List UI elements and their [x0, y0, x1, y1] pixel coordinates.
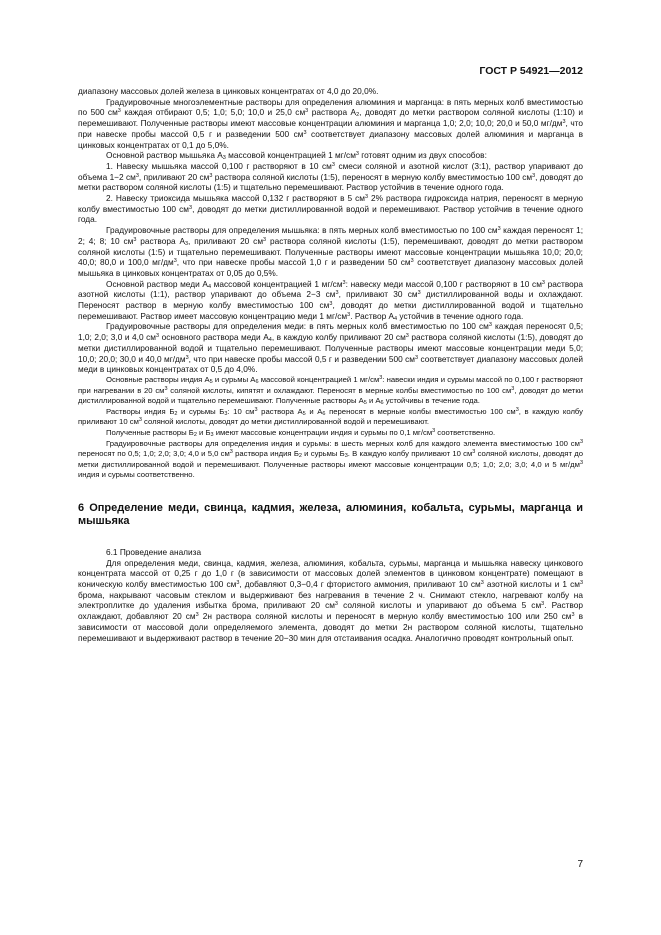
paragraph: Градуировочные многоэлементные растворы для определения алюминия и марганца: в пять мерных колб вместимостью по 500 $см^3$ каждая отбирают 0,5; 1,0; 5,0; 10,0 и 25,0 $см^3$ раствора $А_2$, доводят до метки раствором соляной кислоты (1:10) и перемешивают. Полученные растворы имеют массовые концентрации алюминия и марганца 1,0; 2,0; 10,0; 20,0 и 50,0 $мг/дм^3$, что при навеске пробы массой 0,5 г и разведении 500 $см^3$ соответствует диапазону массовых долей алюминия и марганца в цинковых концентратах от 0,1 до 5,0%.: [78, 96, 584, 150]
paragraph: Основной раствор мышьяка $А_3$ массовой концентрацией 1 $мг/см^3$ готовят одним из двух способов:: [106, 150, 487, 162]
page-content: [78, 86, 583, 643]
subsection-heading: 6.1 Проведение анализа: [106, 546, 202, 557]
paragraph: Основной раствор меди $А_4$ массовой концентрацией 1 $мг/см^3$: навеску меди массой 0,100 г растворяют в 10 $см^3$ раствора азотной кислоты (1:1), раствор упаривают до объема 2−3 $см^3$, приливают 30 $см^3$ дистиллированной воды и охлаждают. Переносят раствор в мерную колбу вместимостью 100 $см^3$, доводят до метки дистиллированной водой и тщательно перемешивают. Раствор имеет массовую концентрацию меди 1 $мг/см^3$. Раствор $А_4$ устойчив в течение одного года.: [78, 278, 583, 322]
section-title: 6 Определение меди, свинца, кадмия, железа, алюминия, кобальта, сурьмы, марганца и мышьяка: [78, 501, 583, 528]
paragraph: Растворы индия $Б_2$ и сурьмы $Б_3$: 10 $см^3$ раствора $А_5$ и $А_6$ переносят в мерные колбы вместимостью 100 $см^3$, в каждую колбу приливают 10 $см^3$ соляной кислоты, доводят до метки дистиллированной водой и перемешивают.: [78, 406, 584, 427]
section-paragraph: Для определения меди, свинца, кадмия, железа, алюминия, кобальта, сурьмы, марганца и мышьяка навеску цинкового концентрата массой от 0,25 г до 1,0 г (в зависимости от массовых долей элементов в цинковом концентрате) помещают в коническую колбу вместимостью 100 $см^3$, добавляют 0,3−0,4 г фтористого аммония, приливают 10 $см^3$ азотной кислоты и 1 $см^3$ брома, накрывают часовым стеклом и выдерживают без нагревания в течение 2 ч. Снимают стекло, нагревают колбу на электроплитке до удаления избытка брома, приливают 20 $см^3$ соляной кислоты и упаривают до объема 5 $см^3$. Раствор охлаждают, добавляют 20 $см^3$ 2н раствора соляной кислоты и переносят в мерную колбу вместимостью 100 или 250 $см^3$ в зависимости от массовой доли определяемого элемента, доводят до метки 2н раствором соляной кислоты, тщательно перемешивают и выдерживают раствор в течение 20−30 мин для отстаивания осадка. Аналогично проводят контрольный опыт.: [78, 557, 583, 643]
paragraph: Градуировочные растворы для определения индия и сурьмы: в шесть мерных колб для каждого элемента вместимостью 100 $см^3$ переносят по 0,5; 1,0; 2,0; 3,0; 4,0 и 5,0 $см^3$ раствора индия $Б_2$ и сурьмы $Б_3$. В каждую колбу приливают 10 $см^3$ соляной кислоты, доводят до метки дистиллированной водой и перемешивают. Полученные растворы имеют массовые концентрации 0,5; 1,0; 2,0; 3,0; 4,0 и 5 $мг/дм^3$ индия и сурьмы соответственно.: [78, 438, 583, 480]
paragraph: Градуировочные растворы для определения меди: в пять мерных колб вместимостью по 100 $см^3$ каждая переносят 0,5; 1,0; 2,0; 3,0 и 4,0 $см^3$ основного раствора меди $А_4$, в каждую колбу приливают 20 $см^3$ раствора соляной кислоты (1:5), доводят до метки дистиллированной водой и тщательно перемешивают. Полученные растворы имеют массовые концентрации меди 5,0; 10,0; 20,0; 30,0 и 40,0 $мг/дм^3$, что при навеске пробы массой 0,5 г и разведении 500 $см^3$ соответствует диапазону массовых долей меди в цинковых концентратах от 0,5 до 4,0%.: [78, 321, 584, 375]
paragraphs-container: [78, 86, 583, 481]
document-header: ГОСТ Р 54921—2012: [479, 65, 583, 77]
paragraph: 1. Навеску мышьяка массой 0,100 г растворяют в 10 $см^3$ смеси соляной и азотной кислот (3:1), раствор упаривают до объема 1−2 $см^3$, приливают 20 $см^3$ раствора соляной кислоты (1:5), переносят в мерную колбу вместимостью 100 $см^3$, доводят до метки раствором соляной кислоты (1:5) и тщательно перемешивают. Раствор устойчив в течение одного года.: [78, 160, 583, 193]
paragraph: диапазону массовых долей железа в цинковых концентратах от 4,0 до 20,0%.: [78, 86, 379, 96]
paragraph: 2. Навеску триоксида мышьяка массой 0,132 г растворяют в 5 $см^3$ 2% раствора гидроксида натрия, переносят в мерную колбу вместимостью 100 $см^3$, доводят до метки дистиллированной водой и перемешивают. Раствор устойчив в течение одного года.: [78, 193, 584, 225]
paragraph: Основные растворы индия $А_5$ и сурьмы $А_6$ массовой концентрацией 1 $мг/см^3$: навески индия и сурьмы массой по 0,100 г растворяют при нагревании в 20 $см^3$ соляной кислоты, кипятят и охлаждают. Переносят в мерные колбы вместимостью по 100 $см^3$, доводят до метки дистиллированной водой и тщательно перемешивают. Полученные растворы $А_5$ и $А_6$ устойчивы в течение года.: [78, 374, 583, 407]
paragraph: Градуировочные растворы для определения мышьяка: в пять мерных колб вместимостью по 100 $см^3$ каждая переносят 1; 2; 4; 8; 10 $см^3$ раствора $А_3$, приливают 20 $см^3$ раствора соляной кислоты (1:5), перемешивают, доводят до метки раствором соляной кислоты (1:5) и тщательно перемешивают. Полученные растворы имеют массовые концентрации мышьяка 10,0; 20,0; 40,0; 80,0 и 100,0 $мг/дм^3$, что при навеске пробы массой 1,0 г и разведении 50 $см^3$ соответствует диапазону массовых долей мышьяка в цинковых концентратах от 0,05 до 0,5%.: [78, 225, 584, 278]
paragraph: Полученные растворы $Б_2$ и $Б_3$ имеют массовые концентрации индия и сурьмы по 0,1 $мг/см^3$ соответственно.: [106, 427, 496, 438]
page-number: 7: [577, 859, 583, 870]
